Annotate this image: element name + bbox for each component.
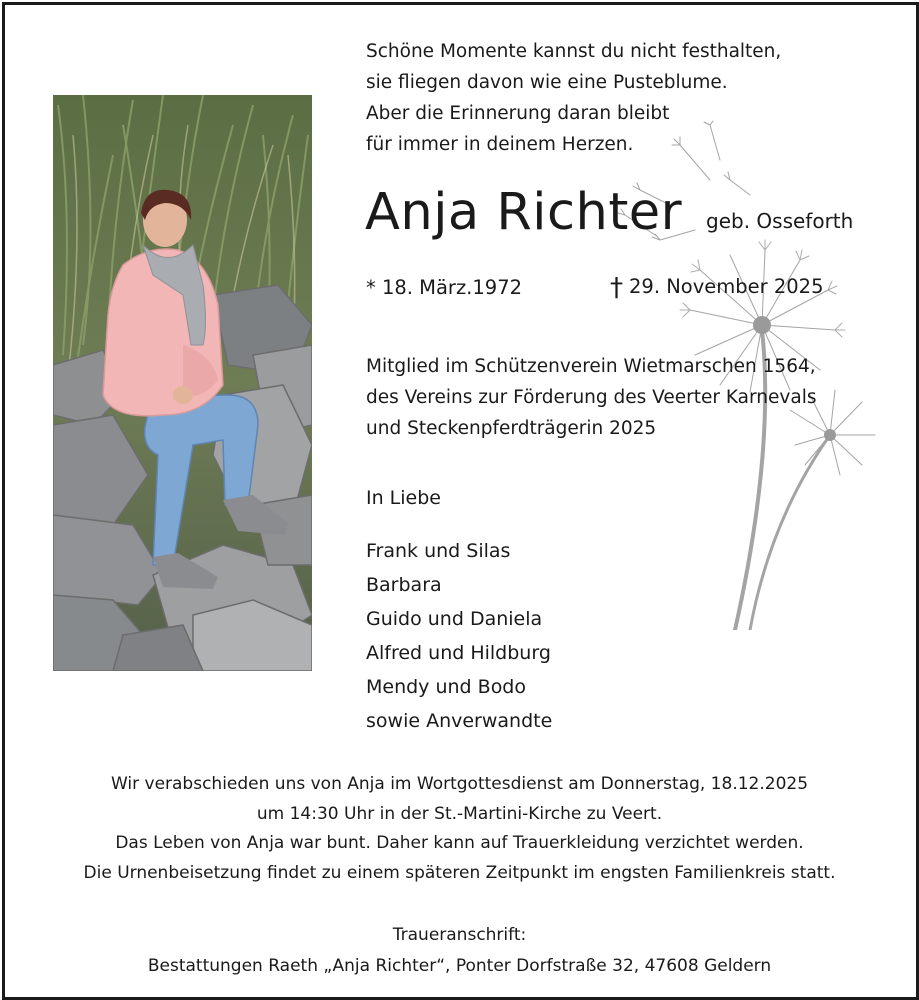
mourner-name: Barbara: [366, 574, 442, 596]
service-line: Die Urnenbeisetzung findet zu einem späteren Zeitpunkt im engsten Familienkreis statt.: [83, 862, 836, 883]
maiden-name: geb. Osseforth: [706, 209, 854, 233]
poem-line: Aber die Erinnerung daran bleibt: [366, 103, 670, 124]
service-line: um 14:30 Uhr in der St.-Martini-Kirche zu Veert.: [256, 803, 663, 824]
mourners-list: [366, 534, 552, 738]
service-line: Das Leben von Anja war bunt. Daher kann auf Trauerkleidung verzichtet werden.: [115, 833, 804, 853]
poem: [366, 36, 781, 160]
address-label: Traueranschrift:: [392, 925, 527, 945]
birth-date: * 18. März.1972: [366, 276, 523, 299]
mourner-name: Guido und Daniela: [366, 608, 543, 630]
deceased-name: Anja Richter: [365, 183, 683, 242]
poem-line: sie fliegen davon wie eine Pusteblume.: [366, 72, 728, 93]
service-line: Wir verabschieden uns von Anja im Wortgottesdienst am Donnerstag, 18.12.2025: [110, 774, 809, 794]
death-date: 29. November 2025: [629, 275, 824, 298]
poem-line: für immer in deinem Herzen.: [366, 134, 634, 155]
cross-icon: †: [610, 273, 623, 303]
membership-line: des Vereins zur Förderung des Veerter Karnevals: [366, 387, 817, 408]
membership-line: Mitglied im Schützenverein Wietmarschen 1564,: [366, 356, 816, 377]
mourning-address: [30, 920, 889, 982]
memberships: [366, 351, 816, 444]
mourner-name: Frank und Silas: [366, 540, 511, 562]
address-text: Bestattungen Raeth „Anja Richter“, Ponter Dorfstraße 32, 47608 Geldern: [147, 956, 772, 976]
membership-line: und Steckenpferdträgerin 2025: [366, 418, 657, 439]
mourner-name: Alfred und Hildburg: [366, 642, 551, 664]
mourner-name: sowie Anverwandte: [366, 710, 553, 732]
mourners-intro: In Liebe: [366, 487, 441, 509]
mourner-name: Mendy und Bodo: [366, 676, 526, 698]
death-date-row: [610, 270, 824, 303]
portrait-photo: [53, 95, 312, 671]
service-info: [30, 770, 889, 888]
poem-line: Schöne Momente kannst du nicht festhalten,: [366, 41, 782, 62]
